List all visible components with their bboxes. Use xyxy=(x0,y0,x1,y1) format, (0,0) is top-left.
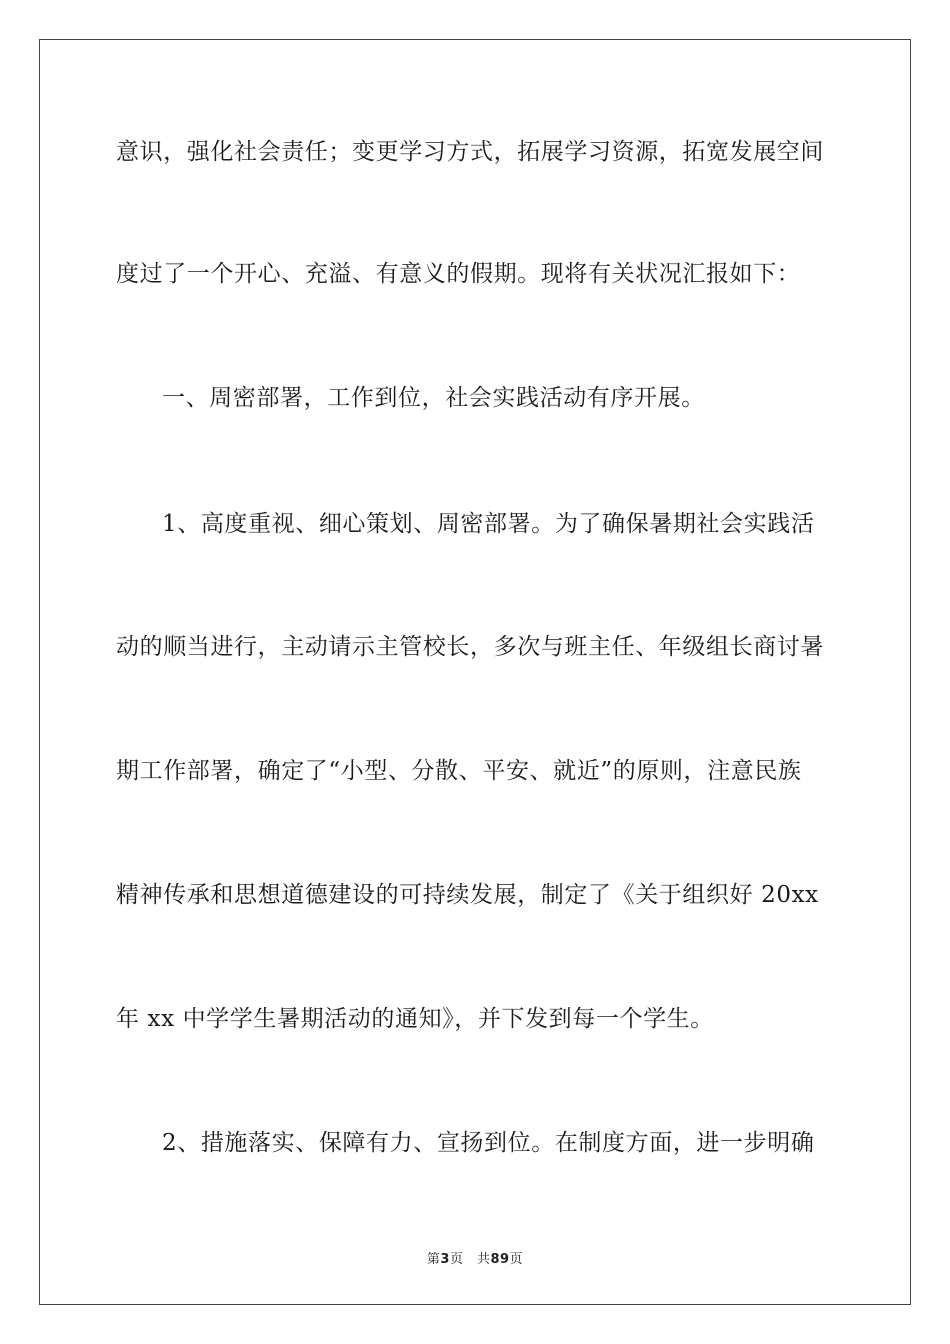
body-line: 期工作部署，确定了“小型、分散、平安、就近”的原则，注意民族 xyxy=(116,758,802,784)
page-footer xyxy=(0,1248,950,1267)
page-suffix: 页 xyxy=(509,1252,524,1267)
page-border xyxy=(39,39,911,1305)
total-pages-number: 89 xyxy=(490,1252,510,1267)
body-line: 意识，强化社会责任；变更学习方式，拓展学习资源，拓宽发展空间 xyxy=(116,139,824,165)
body-line: 精神传承和思想道德建设的可持续发展，制定了《关于组织好 20xx xyxy=(116,882,819,908)
body-line: 动的顺当进行，主动请示主管校长，多次与班主任、年级组长商讨暑 xyxy=(116,634,824,660)
page-mid: 页 共 xyxy=(449,1252,491,1267)
section-heading: 一、周密部署，工作到位，社会实践活动有序开展。 xyxy=(162,385,705,411)
paragraph-start-line: 2、措施落实、保障有力、宣扬到位。在制度方面，进一步明确 xyxy=(162,1130,815,1156)
body-line: 度过了一个开心、充溢、有意义的假期。现将有关状况汇报如下： xyxy=(116,261,801,287)
current-page-number: 3 xyxy=(440,1252,450,1267)
page-prefix: 第 xyxy=(426,1252,441,1267)
body-line: 年 xx 中学学生暑期活动的通知》，并下发到每一个学生。 xyxy=(116,1006,714,1032)
paragraph-start-line: 1、高度重视、细心策划、周密部署。为了确保暑期社会实践活 xyxy=(162,511,815,537)
